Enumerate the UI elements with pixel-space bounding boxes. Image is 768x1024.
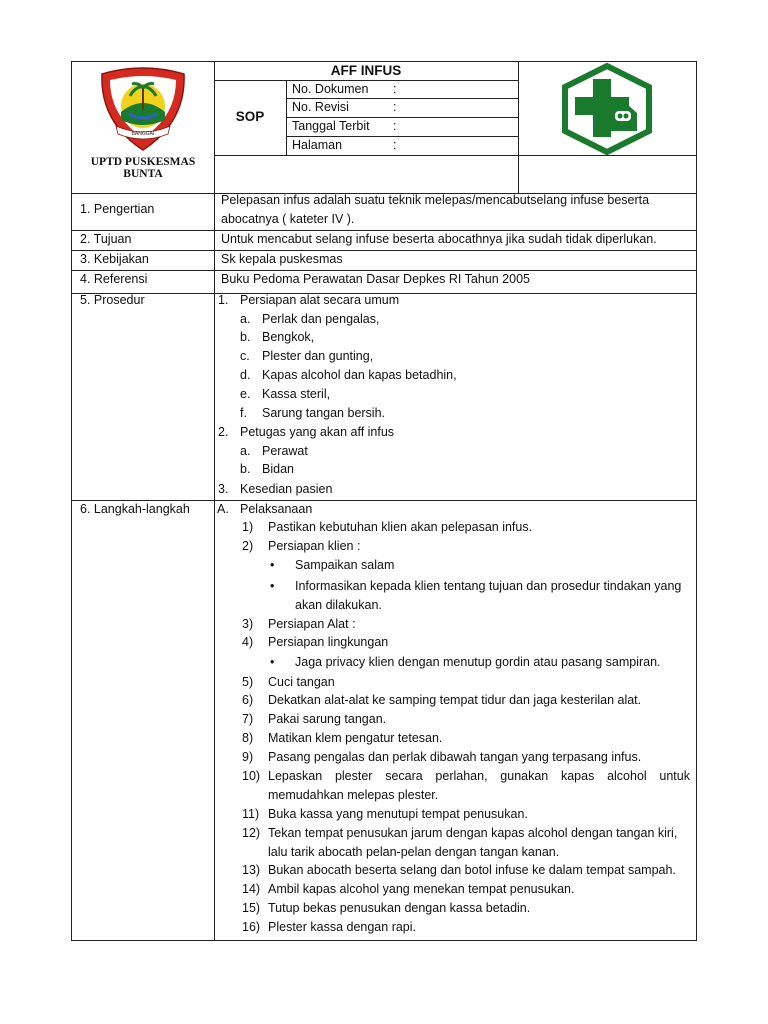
document-title: AFF INFUS — [330, 63, 402, 78]
list-item-num: e. — [240, 387, 251, 401]
step-num: 8) — [242, 731, 254, 745]
list-item: Kesedian pasien — [240, 482, 333, 496]
row-label-langkah: 6. Langkah-langkah — [80, 502, 190, 516]
step-text: Cuci tangan — [268, 675, 335, 689]
row-label-pengertian: 1. Pengertian — [80, 202, 155, 216]
list-item: Sarung tangan bersih. — [262, 406, 386, 420]
list-item-num: 2. — [218, 425, 229, 439]
list-item: Plester dan gunting, — [262, 349, 374, 363]
step-text-continuation: lalu tarik abocath pelan-pelan dengan tangan kanan. — [268, 845, 560, 859]
step-text: Tekan tempat penusukan jarum dengan kapas alcohol dengan tangan kiri, — [268, 826, 678, 840]
step-num: 15) — [242, 901, 261, 915]
step-text: Matikan klem pengatur tetesan. — [268, 731, 443, 745]
bullet: • — [270, 558, 275, 572]
step-num: 13) — [242, 863, 261, 877]
doc-field-separator: : — [393, 82, 397, 96]
step-num: 7) — [242, 712, 254, 726]
list-item: Perlak dan pengalas, — [262, 312, 380, 326]
step-num: 4) — [242, 635, 254, 649]
step-text: Informasikan kepada klien tentang tujuan dan prosedur tindakan yang — [295, 579, 682, 593]
step-num: 12) — [242, 826, 261, 840]
list-item: Perawat — [262, 444, 308, 458]
step-text: Sampaikan salam — [295, 558, 395, 572]
step-text: Jaga privacy klien dengan menutup gordin atau pasang sampiran. — [295, 655, 661, 669]
step-text-continuation: akan dilakukan. — [295, 598, 382, 612]
step-num: 11) — [242, 807, 260, 821]
step-text: Tutup bekas penusukan dengan kassa betadin. — [268, 901, 531, 915]
step-num: 16) — [242, 920, 261, 934]
doc-field-separator: : — [393, 119, 397, 133]
crest-ribbon-text: BANGGAI — [131, 131, 155, 137]
doc-field-label: Halaman — [292, 138, 343, 152]
row-label-prosedur: 5. Prosedur — [80, 293, 145, 307]
doc-field-label: Tanggal Terbit — [292, 119, 370, 133]
step-text: Persiapan Alat : — [268, 617, 356, 631]
step-num: 10) — [242, 769, 261, 783]
list-item-num: a. — [240, 312, 251, 326]
tujuan-text: Untuk mencabut selang infuse beserta abocathnya jika sudah tidak diperlukan. — [221, 232, 657, 246]
step-text: Dekatkan alat-alat ke samping tempat tidur dan jaga kesterilan alat. — [268, 693, 642, 707]
step-num: 3) — [242, 617, 254, 631]
list-item-num: f. — [240, 406, 247, 420]
list-item-num: 3. — [218, 482, 229, 496]
list-item: Petugas yang akan aff infus — [240, 425, 395, 439]
step-text: Plester kassa dengan rapi. — [268, 920, 417, 934]
step-text: Bukan abocath beserta selang dan botol infuse ke dalam tempat sampah. — [268, 863, 676, 877]
step-num: 9) — [242, 750, 254, 764]
institution-crest-logo — [96, 64, 190, 152]
step-num: 14) — [242, 882, 261, 896]
list-item-num: 1. — [218, 293, 229, 307]
step-text: Lepaskan plester secara perlahan, gunakan kapas alcohol untuk — [268, 769, 690, 783]
list-item-num: a. — [240, 444, 251, 458]
row-label-kebijakan: 3. Kebijakan — [80, 252, 149, 266]
sop-label: SOP — [235, 109, 265, 124]
doc-field-separator: : — [393, 138, 397, 152]
step-num: 2) — [242, 539, 254, 553]
step-text: Persiapan lingkungan — [268, 635, 389, 649]
doc-field-separator: : — [393, 100, 397, 114]
step-text: Buka kassa yang menutupi tempat penusukan. — [268, 807, 528, 821]
list-item: Kassa steril, — [262, 387, 331, 401]
bullet: • — [270, 655, 275, 669]
institution-name-line-1: UPTD PUSKESMAS — [90, 156, 196, 168]
step-text: Ambil kapas alcohol yang menekan tempat penusukan. — [268, 882, 575, 896]
bullet: • — [270, 579, 275, 593]
step-num: 5) — [242, 675, 254, 689]
doc-field-label: No. Dokumen — [292, 82, 369, 96]
step-text: Pastikan kebutuhan klien akan pelepasan infus. — [268, 520, 533, 534]
list-item-num: b. — [240, 462, 251, 476]
step-text: Persiapan klien : — [268, 539, 361, 553]
row-label-tujuan: 2. Tujuan — [80, 232, 132, 246]
step-num: 6) — [242, 693, 254, 707]
pengertian-text-line-2: abocatnya ( kateter IV ). — [221, 212, 355, 226]
langkah-heading: Pelaksanaan — [240, 502, 313, 516]
list-item-num: b. — [240, 330, 251, 344]
row-label-referensi: 4. Referensi — [80, 272, 148, 286]
step-text: Pasang pengalas dan perlak dibawah tangan yang terpasang infus. — [268, 750, 642, 764]
langkah-heading-num: A. — [217, 502, 229, 516]
list-item: Kapas alcohol dan kapas betadhin, — [262, 368, 457, 382]
list-item: Persiapan alat secara umum — [240, 293, 400, 307]
referensi-text: Buku Pedoma Perawatan Dasar Depkes RI Tahun 2005 — [221, 272, 530, 286]
list-item: Bengkok, — [262, 330, 315, 344]
step-num: 1) — [242, 520, 254, 534]
list-item: Bidan — [262, 462, 294, 476]
pengertian-text-line-1: Pelepasan infus adalah suatu teknik melepas/mencabutselang infuse beserta — [221, 193, 650, 207]
institution-name-line-2: BUNTA — [123, 168, 163, 180]
list-item-num: d. — [240, 368, 251, 382]
doc-field-label: No. Revisi — [292, 100, 349, 114]
step-text-continuation: memudahkan melepas plester. — [268, 788, 439, 802]
kebijakan-text: Sk kepala puskesmas — [221, 252, 343, 266]
list-item-num: c. — [240, 349, 250, 363]
step-text: Pakai sarung tangan. — [268, 712, 387, 726]
puskesmas-logo — [561, 63, 653, 155]
